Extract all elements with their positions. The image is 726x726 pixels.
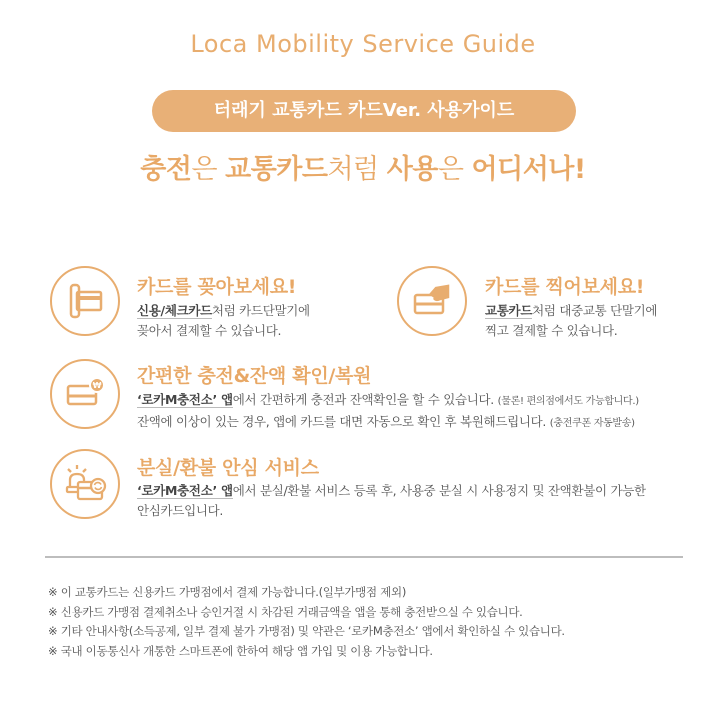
feature-emphasis: ‘로카M충전소’ 앱	[137, 483, 233, 498]
feature-emphasis: 교통카드	[485, 303, 533, 318]
feature-description	[137, 301, 310, 341]
feature-text: 찍고 결제할 수 있습니다.	[485, 323, 618, 338]
notes-list	[48, 583, 565, 661]
divider	[45, 556, 683, 558]
note-item: ※ 신용카드 가맹점 결제취소나 승인거절 시 차감된 거래금액을 앱을 통해 충전받으실 수 있습니다.	[48, 604, 523, 619]
feature-text: 에서 분실/환불 서비스 등록 후, 사용중 분실 시 사용정지 및 잔액환불이 가능한	[232, 483, 646, 498]
guide-title: Loca Mobility Service Guide	[190, 30, 536, 58]
feature-text: 처럼 카드단말기에	[211, 303, 310, 318]
headline-part: 교통카드	[225, 154, 328, 185]
note-item: ※ 기타 안내사항(소득공제, 일부 결제 불가 가맹점) 및 약관은 ‘로카M충전소’ 앱에서 확인하실 수 있습니다.	[48, 624, 565, 638]
headline-part: 은	[437, 154, 472, 185]
feature-description	[485, 301, 657, 341]
headline	[0, 147, 726, 186]
headline-part: 어디서나!	[471, 154, 586, 185]
card-tap-hand-icon	[397, 266, 467, 336]
svg-text:₩: ₩	[92, 381, 102, 390]
guide-subtitle-pill: 터래기 교통카드 카드Ver. 사용가이드	[152, 90, 576, 132]
siren-card-refresh-icon	[50, 449, 120, 519]
headline-part: 처럼	[327, 154, 387, 185]
note-item: ※ 이 교통카드는 신용카드 가맹점에서 결제 가능합니다.(일부가맹점 제외)	[48, 585, 407, 599]
feature-note: (충전쿠폰 자동발송)	[549, 418, 635, 429]
feature-title: 카드를 찍어보세요!	[485, 276, 645, 298]
feature-text: 안심카드입니다.	[137, 503, 224, 518]
headline-part: 은	[191, 154, 226, 185]
feature-text: 처럼 대중교통 단말기에	[532, 303, 658, 318]
feature-description	[137, 481, 646, 521]
feature-title: 분실/환불 안심 서비스	[137, 457, 319, 479]
feature-title: 간편한 충전&잔액 확인/복원	[137, 365, 372, 387]
note-item: ※ 국내 이동통신사 개통한 스마트폰에 한하여 해당 앱 가입 및 이용 가능합니다.	[48, 643, 433, 658]
feature-title: 카드를 꽂아보세요!	[137, 276, 297, 298]
feature-note: (물론! 편의점에서도 가능합니다.)	[497, 396, 639, 407]
card-insert-icon	[50, 266, 120, 336]
feature-text: 잔액에 이상이 있는 경우, 앱에 카드를 대면 자동으로 확인 후 복원해드립니다.	[137, 414, 547, 429]
feature-emphasis: 신용/체크카드	[137, 303, 212, 318]
feature-text: 꽂아서 결제할 수 있습니다.	[137, 323, 282, 338]
feature-description	[137, 390, 639, 434]
card-won-charge-icon	[50, 359, 120, 429]
feature-emphasis: ‘로카M충전소’ 앱	[137, 392, 233, 407]
headline-part: 사용	[386, 154, 438, 185]
headline-part: 충전	[140, 154, 192, 185]
feature-text: 에서 간편하게 충전과 잔액확인을 할 수 있습니다.	[232, 392, 494, 407]
